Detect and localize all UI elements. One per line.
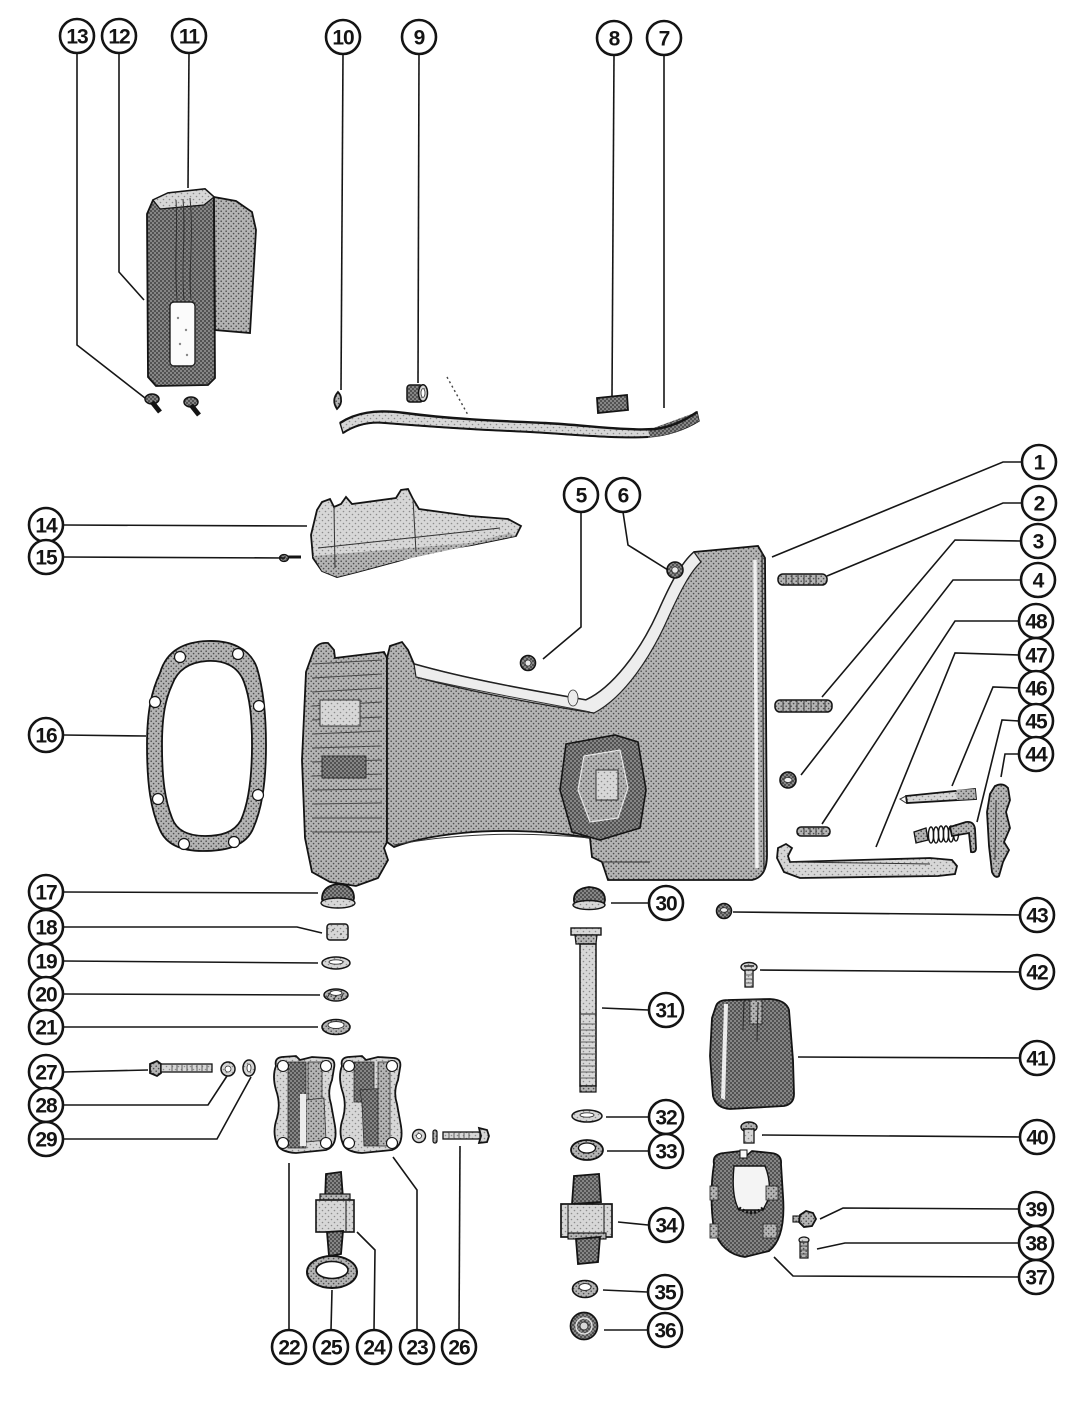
part-clip [334,392,341,409]
leader-line-18 [63,927,322,933]
callout-27 [29,1055,63,1089]
part-retainer-ring [573,1281,598,1298]
part-cover-screw-right [184,397,199,415]
callout-34 [649,1208,683,1242]
part-hex-nut [717,904,732,919]
callout-number-24: 24 [363,1336,385,1360]
leader-line-1 [772,462,1022,557]
callout-11 [172,19,206,53]
callout-29 [29,1122,63,1156]
callout-42 [1020,955,1054,989]
callout-48 [1019,604,1053,638]
part-shift-rod [777,844,957,878]
callout-44 [1019,737,1053,771]
leader-line-34 [618,1222,648,1225]
callout-21 [29,1010,63,1044]
part-link-rod [900,789,976,803]
part-check-valve [316,1172,354,1256]
callout-46 [1019,671,1053,705]
callout-number-11: 11 [178,25,200,49]
callout-number-16: 16 [35,724,57,748]
callout-number-46: 46 [1025,677,1047,701]
part-bushing-cap [573,887,605,910]
leader-line-28 [63,1076,227,1105]
leader-line-46 [952,687,1019,786]
callout-12 [102,19,136,53]
callout-37 [1019,1260,1053,1294]
cover-label [170,302,195,366]
leader-line-19 [63,961,318,963]
leader-line-24 [357,1232,375,1330]
leader-line-13 [77,53,145,398]
part-flat-washer [322,957,350,969]
callout-25 [314,1330,348,1364]
leader-line-43 [733,912,1020,915]
callout-2 [1022,486,1056,520]
callout-number-32: 32 [655,1106,677,1130]
part-pump-bolt [443,1128,489,1143]
callout-17 [29,875,63,909]
leader-line-40 [762,1135,1020,1137]
callout-41 [1020,1041,1054,1075]
leader-line-25 [331,1290,332,1330]
part-upper-rubber-mount [710,999,794,1109]
leader-line-31 [602,1008,648,1010]
callout-15 [29,540,63,574]
callout-number-43: 43 [1026,904,1048,928]
callout-28 [29,1088,63,1122]
callout-39 [1019,1192,1053,1226]
callout-number-14: 14 [35,514,57,538]
callout-47 [1019,638,1053,672]
leader-line-17 [63,892,318,893]
callout-number-12: 12 [108,25,130,49]
callout-6 [606,478,640,512]
callout-3 [1021,524,1055,558]
callout-19 [29,944,63,978]
callout-number-35: 35 [654,1281,676,1305]
callout-18 [29,910,63,944]
part-mount-screw [799,1237,809,1258]
part-exhaust-bracket [311,489,521,577]
part-nut-front [521,656,536,671]
callout-number-25: 25 [320,1336,342,1360]
leader-line-14 [63,525,307,526]
part-stud-upper [778,574,827,585]
part-lower-mount-bracket [710,1150,783,1257]
callout-number-39: 39 [1025,1198,1047,1222]
callout-number-29: 29 [35,1128,57,1152]
part-washer [572,1110,602,1122]
callout-20 [29,977,63,1011]
leader-line-35 [603,1290,647,1292]
callout-5 [564,478,598,512]
part-stud-lower [775,700,832,712]
callout-number-5: 5 [575,484,587,508]
part-pump-nut [413,1130,426,1143]
callout-32 [649,1100,683,1134]
callout-4 [1021,563,1055,597]
leader-line-27 [63,1070,148,1072]
callout-number-27: 27 [35,1061,57,1085]
callout-number-10: 10 [332,26,354,50]
callout-36 [648,1313,682,1347]
leader-line-8 [612,55,614,396]
leader-line-5 [543,512,581,659]
assembly-dotted-line [447,377,468,415]
leader-line-26 [459,1146,460,1330]
part-o-ring [571,1140,603,1160]
callout-number-3: 3 [1032,530,1044,554]
leader-line-9 [418,54,419,383]
leader-line-23 [393,1157,417,1330]
callout-14 [29,508,63,542]
part-pad [597,395,628,413]
callout-7 [647,21,681,55]
callout-number-45: 45 [1025,710,1047,734]
part-o-ring-large [307,1256,357,1288]
callout-8 [597,21,631,55]
callout-26 [442,1330,476,1364]
part-nut [780,772,796,788]
part-pivot-bolt [571,928,601,1092]
callout-number-8: 8 [608,27,620,51]
part-housing-gasket [147,641,266,851]
leader-line-41 [798,1057,1020,1058]
callout-number-4: 4 [1032,569,1044,593]
callout-13 [60,19,94,53]
leader-line-2 [827,503,1022,576]
callout-23 [400,1330,434,1364]
leader-line-44 [1001,754,1019,777]
part-pump-pin [433,1130,437,1143]
callout-number-2: 2 [1033,492,1045,516]
part-grommet [407,385,428,402]
part-shift-cam [987,784,1010,877]
callout-number-20: 20 [35,983,57,1007]
callout-number-19: 19 [35,950,57,974]
leader-line-37 [774,1257,1019,1277]
callout-35 [648,1275,682,1309]
callout-number-41: 41 [1026,1047,1048,1071]
leader-line-16 [63,735,146,736]
callout-22 [272,1330,306,1364]
callout-number-34: 34 [655,1214,677,1238]
callout-number-1: 1 [1033,451,1045,475]
callout-number-28: 28 [35,1094,57,1118]
callout-number-15: 15 [35,546,57,570]
callout-number-23: 23 [406,1336,428,1360]
callout-number-21: 21 [35,1016,57,1040]
part-seal-ring [322,1020,350,1035]
leader-line-20 [63,994,320,995]
callout-number-33: 33 [655,1140,677,1164]
callout-number-37: 37 [1025,1266,1047,1290]
callout-33 [649,1134,683,1168]
callout-number-18: 18 [35,916,57,940]
part-screw [741,963,757,988]
callout-number-17: 17 [35,881,57,905]
leader-line-6 [623,512,668,570]
callout-9 [402,20,436,54]
callout-10 [326,20,360,54]
leader-line-15 [63,557,285,558]
part-long-bolt [150,1061,212,1076]
callout-number-40: 40 [1026,1126,1048,1150]
callout-number-36: 36 [654,1319,676,1343]
callout-number-31: 31 [655,999,677,1023]
callout-30 [649,886,683,920]
part-small-nut [221,1062,235,1076]
callout-number-42: 42 [1026,961,1048,985]
part-drive-shaft-housing [302,546,767,886]
callout-number-13: 13 [66,25,88,49]
part-pump-body-left [274,1056,336,1153]
part-nut-top [667,562,683,578]
part-bushing [327,924,348,940]
callout-1 [1022,445,1056,479]
leader-line-4 [801,580,1021,775]
callout-number-7: 7 [658,27,670,51]
part-lock-washer [324,989,348,1001]
part-mount-bolt [793,1211,816,1227]
callout-24 [357,1330,391,1364]
leader-line-38 [817,1243,1019,1249]
part-lock-nut [571,1313,598,1340]
callout-number-48: 48 [1025,610,1047,634]
part-stud-short [797,827,830,836]
callout-number-38: 38 [1025,1232,1047,1256]
part-cap [321,884,355,908]
callout-31 [649,993,683,1027]
callout-number-44: 44 [1025,743,1047,767]
callout-number-30: 30 [655,892,677,916]
callout-number-26: 26 [448,1336,470,1360]
part-rear-cover [147,189,256,386]
leader-line-10 [341,54,343,390]
callout-45 [1019,704,1053,738]
leader-line-29 [63,1077,251,1139]
callout-number-9: 9 [413,26,425,50]
callout-number-47: 47 [1025,644,1047,668]
part-trim-strip [340,377,699,437]
part-small-washer [243,1060,255,1076]
leader-line-42 [760,970,1020,972]
leader-line-39 [820,1208,1019,1219]
callout-number-22: 22 [278,1336,300,1360]
callout-16 [29,718,63,752]
callout-43 [1020,898,1054,932]
callout-number-6: 6 [617,484,629,508]
leader-line-12 [119,53,144,300]
part-cover-screw-left [145,394,160,412]
callout-40 [1020,1120,1054,1154]
part-coupler-sleeve [561,1174,612,1264]
part-mount-grommet [741,1122,757,1143]
callout-38 [1019,1226,1053,1260]
part-pump-body-right [340,1056,402,1153]
parts-artwork [145,189,1010,1340]
leader-line-11 [188,53,189,188]
